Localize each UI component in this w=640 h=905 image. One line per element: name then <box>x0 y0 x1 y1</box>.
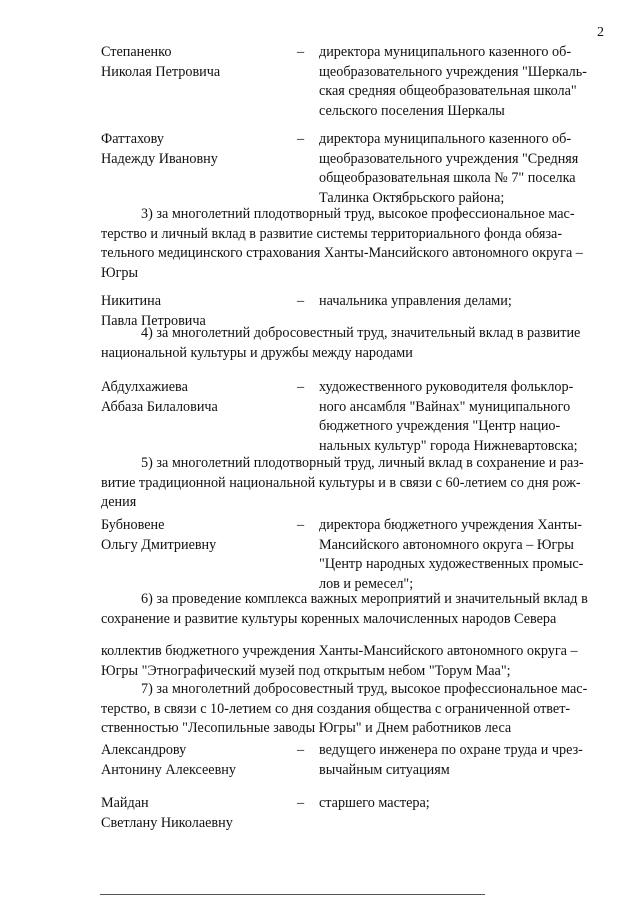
name-line: Николая Петровича <box>101 63 221 80</box>
awardee-name <box>101 130 291 169</box>
dash: – <box>297 44 305 60</box>
paragraph-line: 5) за многолетний плодотворный труд, личный вклад в сохранение и раз- <box>141 455 584 471</box>
awardee-position <box>319 741 600 780</box>
award-paragraph <box>101 680 600 739</box>
page-number: 2 <box>597 25 604 40</box>
awardee-position <box>319 378 600 456</box>
name-line: Бубновене <box>101 517 165 533</box>
position-line: ская средняя общеобразовательная школа" <box>319 83 577 99</box>
paragraph-line: 4) за многолетний добросовестный труд, значительный вклад в развитие <box>141 325 581 341</box>
paragraph-line: 6) за проведение комплекса важных мероприятий и значительный вклад в <box>141 591 588 607</box>
position-line: щеобразовательного учреждения "Шеркаль- <box>319 63 587 80</box>
awardee-position <box>319 130 600 208</box>
name-line: Александрову <box>101 742 187 758</box>
name-line: Аббаза Билаловича <box>101 398 218 415</box>
position-line: художественного руководителя фольклор- <box>319 379 574 395</box>
name-line: Майдан <box>101 795 149 811</box>
position-line: директора муниципального казенного об- <box>319 44 572 60</box>
award-paragraph <box>101 590 600 629</box>
paragraph-line: тельного медицинского страхования Ханты-Мансийского автономного округа – <box>101 245 583 261</box>
position-line: вычайным ситуациям <box>319 761 450 778</box>
footer-divider <box>100 894 485 895</box>
position-line: ведущего инженера по охране труда и чрез- <box>319 742 583 758</box>
paragraph-line: коллектив бюджетного учреждения Ханты-Мансийского автономного округа – <box>101 643 578 659</box>
dash: – <box>297 293 305 309</box>
paragraph-line: дения <box>101 494 137 510</box>
paragraph-line: 3) за многолетний плодотворный труд, высокое профессиональное мас- <box>141 206 575 222</box>
paragraph-line: Югры "Этнографический музей под открытым небом "Торум Маа"; <box>101 662 511 679</box>
awardee-name <box>101 516 291 555</box>
paragraph-line: национальной культуры и дружбы между народами <box>101 344 413 361</box>
position-line: сельского поселения Шеркалы <box>319 102 505 119</box>
position-line: директора бюджетного учреждения Ханты- <box>319 517 582 533</box>
award-paragraph <box>101 642 600 681</box>
position-line: директора муниципального казенного об- <box>319 131 572 147</box>
awardee-position <box>319 292 600 312</box>
name-line: Абдулхажиева <box>101 379 188 395</box>
awardee-name <box>101 378 291 417</box>
position-line: "Центр народных художественных промыс- <box>319 556 584 572</box>
awardee-position <box>319 794 600 814</box>
dash: – <box>297 131 305 147</box>
position-line: старшего мастера; <box>319 795 430 811</box>
name-line: Павла Петровича <box>101 312 206 329</box>
position-line: бюджетного учреждения "Центр нацио- <box>319 418 561 434</box>
name-line: Фаттахову <box>101 131 164 147</box>
paragraph-line: терство, в связи с 10-летием со дня создания общества с ограниченной ответ- <box>101 700 571 717</box>
position-line: начальника управления делами; <box>319 293 512 309</box>
award-paragraph <box>101 324 600 363</box>
name-line: Надежду Ивановну <box>101 150 218 167</box>
position-line: лов и ремесел"; <box>319 575 414 592</box>
awardee-name <box>101 794 291 833</box>
name-line: Степаненко <box>101 44 172 60</box>
paragraph-line: 7) за многолетний добросовестный труд, высокое профессиональное мас- <box>141 681 588 697</box>
award-paragraph <box>101 205 600 283</box>
dash: – <box>297 379 305 395</box>
awardee-name <box>101 741 291 780</box>
name-line: Антонину Алексеевну <box>101 761 236 778</box>
dash: – <box>297 742 305 758</box>
dash: – <box>297 517 305 533</box>
position-line: Мансийского автономного округа – Югры <box>319 536 574 553</box>
name-line: Никитина <box>101 293 162 309</box>
awardee-position <box>319 516 600 594</box>
name-line: Ольгу Дмитриевну <box>101 536 217 553</box>
position-line: нальных культур" города Нижневартовска; <box>319 437 578 454</box>
position-line: Талинка Октябрьского района; <box>319 189 505 206</box>
paragraph-line: ственностью "Лесопильные заводы Югры" и Днем работников леса <box>101 720 512 736</box>
position-line: ного ансамбля "Вайнах" муниципального <box>319 398 571 415</box>
dash: – <box>297 795 305 811</box>
award-paragraph <box>101 454 600 513</box>
paragraph-line: витие традиционной национальной культуры и в связи с 60-летием со дня рож- <box>101 474 581 491</box>
position-line: щеобразовательного учреждения "Средняя <box>319 150 579 167</box>
position-line: общеобразовательная школа № 7" поселка <box>319 170 576 186</box>
name-line: Светлану Николаевну <box>101 814 233 831</box>
paragraph-line: терство и личный вклад в развитие системы территориального фонда обяза- <box>101 225 563 242</box>
paragraph-line: сохранение и развитие культуры коренных малочисленных народов Севера <box>101 610 557 627</box>
awardee-name <box>101 43 291 82</box>
awardee-position <box>319 43 600 121</box>
paragraph-line: Югры <box>101 264 139 281</box>
